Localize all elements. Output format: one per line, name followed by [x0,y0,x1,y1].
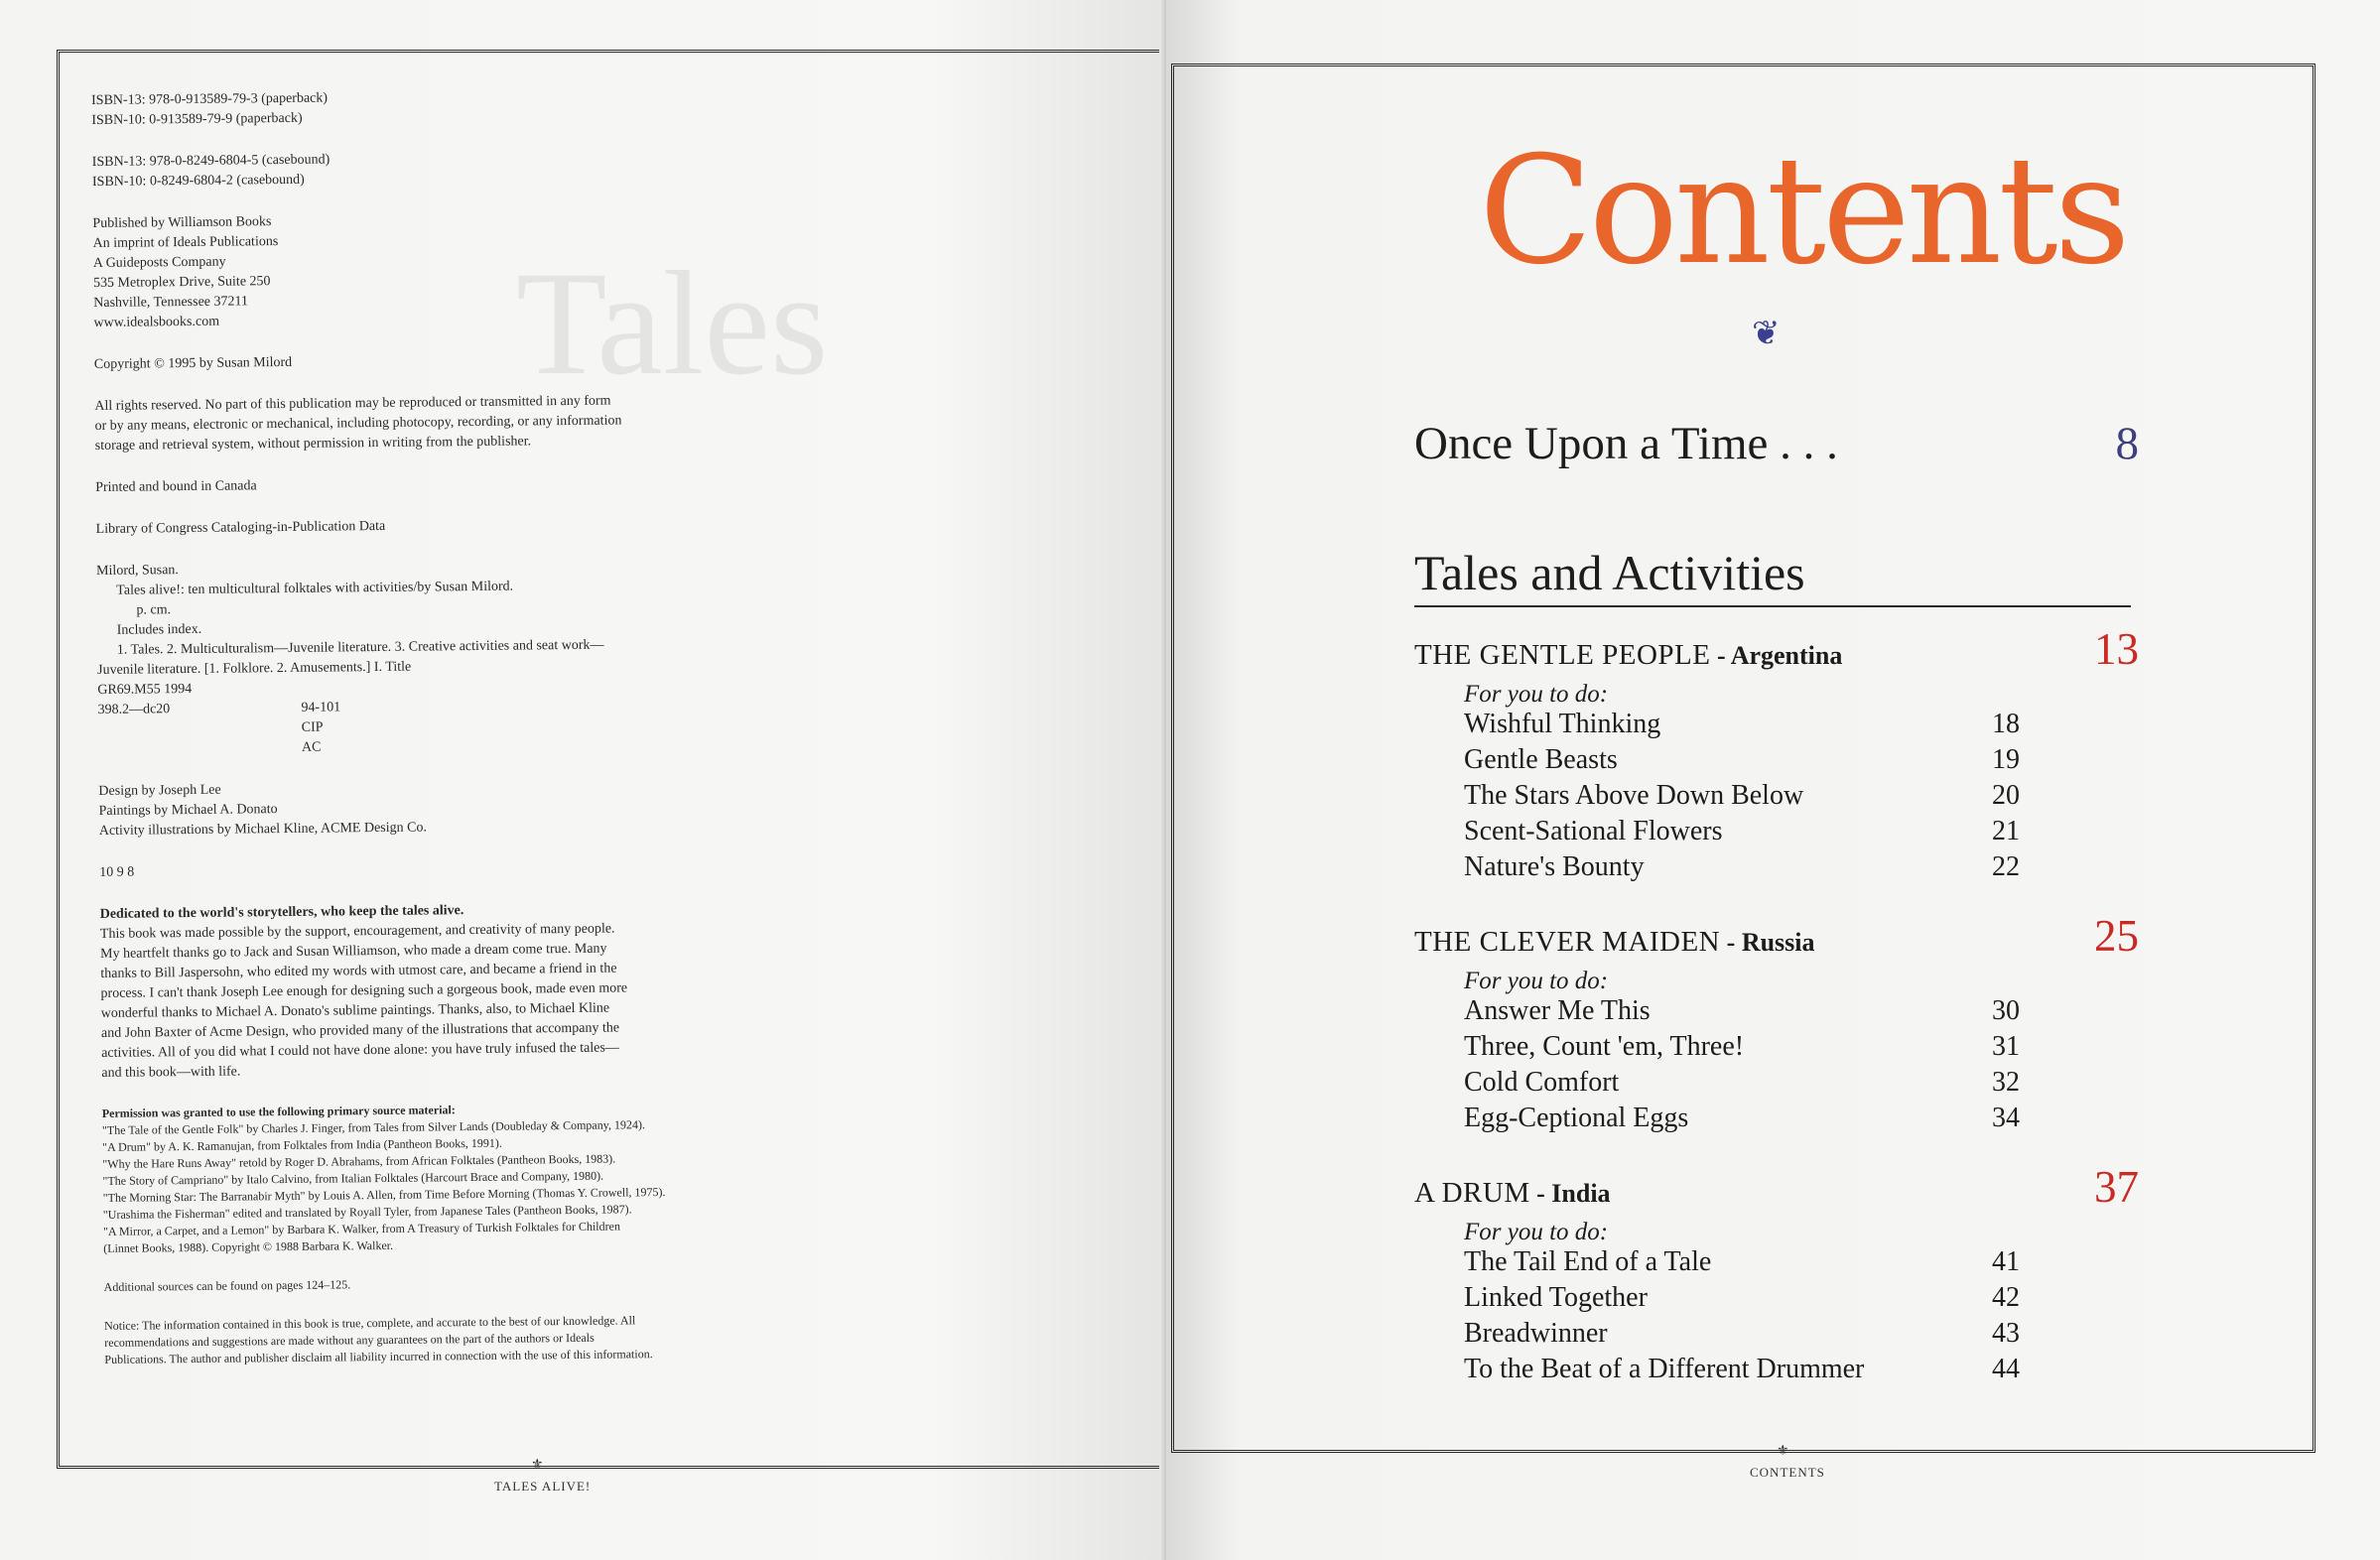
publisher-url: www.idealsbooks.com [93,314,220,330]
show-through-print: Tales [516,241,829,406]
activity-label: Nature's Bounty [1464,851,1645,882]
toc-tale-title: A DRUM - India [1414,1177,1611,1209]
activity-page: 42 [1992,1282,2020,1313]
toc-activity[interactable] [1464,780,2139,816]
isbn-line: ISBN-13: 978-0-913589-79-3 (paperback) [91,90,329,108]
tale-page-number: 37 [2094,1162,2139,1212]
copyright-page [0,0,1166,1560]
activity-label: Linked Together [1464,1282,1648,1313]
printing-numbers: 10 9 8 [99,864,135,880]
activity-label: Three, Count 'em, Three! [1464,1031,1745,1062]
activity-page: 19 [1992,744,2020,775]
credit-line: Paintings by Michael A. Donato [98,802,278,819]
activities-subheading: For you to do: [1464,681,1609,708]
toc-entry-label: Once Upon a Time . . . [1414,418,1838,469]
activity-label: Cold Comfort [1464,1067,1620,1098]
cip-tag: AC [301,739,322,755]
toc-tale-title: THE GENTLE PEOPLE - Argentina [1414,639,1843,671]
cip-call-number: GR69.M55 1994 [97,681,193,698]
activity-label: Answer Me This [1464,995,1651,1026]
activity-page: 44 [1992,1354,2020,1384]
activity-label: Egg-Ceptional Eggs [1464,1103,1689,1133]
toc-tale-heading[interactable] [1414,910,2139,962]
permission-line: "Urashima the Fisherman" edited and translated by Royall Tyler, from Japanese Tales (Pantheon Books, 1987). [102,1202,632,1222]
toc-activity[interactable] [1464,995,2139,1031]
tale-name: THE GENTLE PEOPLE [1414,639,1711,671]
publisher-line: A Guideposts Company [92,254,226,271]
additional-sources [104,1272,729,1296]
cip-subjects: Juvenile literature. [1. Folklore. 2. Amusements.] I. Title [97,659,412,678]
isbn-casebound [92,146,718,193]
permission-line: "The Morning Star: The Barranabir Myth" by Louis A. Allen, from Time Before Morning (Thomas Y. Crowell, 1975). [102,1185,666,1205]
tale-name: A DRUM [1414,1177,1530,1209]
credits [98,775,725,842]
toc-activity[interactable] [1464,1282,2139,1318]
page-title: Contents [1479,125,2127,298]
ack-line: My heartfelt thanks go to Jack and Susan Williamson, who made a dream come true. Many [100,941,607,962]
permission-line: "The Story of Campriano" by Italo Calvino, from Italian Folktales (Harcourt Brace and Company, 1980). [102,1168,604,1188]
fleuron-icon: ⚜ [1777,1443,1789,1459]
cip-tag: CIP [301,719,324,735]
activity-page: 22 [1992,851,2020,882]
toc-activity[interactable] [1464,1246,2139,1282]
printing-line [99,856,725,883]
section-heading: Tales and Activities [1414,544,2131,607]
activity-label: Wishful Thinking [1464,709,1661,739]
activity-label: Scent-Sational Flowers [1464,816,1723,846]
activity-page: 34 [1992,1103,2020,1133]
activities-subheading: For you to do: [1464,968,1609,994]
credit-line: Design by Joseph Lee [98,782,221,799]
notice [104,1311,729,1368]
ack-line: process. I can't thank Joseph Lee enough for designing such a gorgeous book, made even more [100,980,628,1001]
sources-line: Additional sources can be found on pages 124–125. [103,1277,351,1294]
toc-entry-intro[interactable] [1414,417,2139,470]
running-footer: TALES ALIVE! [494,1479,592,1494]
activity-page: 20 [1992,780,2020,811]
toc-activity[interactable] [1464,816,2139,851]
rights-line: storage and retrieval system, without permission in writing from the publisher. [94,434,532,454]
cip-author: Milord, Susan. [95,563,179,579]
flourish-icon: ❦ [1752,314,1781,353]
isbn-line: ISBN-10: 0-913589-79-9 (paperback) [91,110,303,128]
cip-subjects: 1. Tales. 2. Multiculturalism—Juvenile literature. 3. Creative activities and seat work— [116,637,604,658]
toc-activity[interactable] [1464,1067,2139,1103]
publisher-line: Published by Williamson Books [92,214,272,231]
tale-page-number: 13 [2094,624,2139,674]
publisher-line: Nashville, Tennessee 37211 [93,294,249,311]
toc-entry-page: 8 [2115,418,2139,469]
activity-page: 43 [1992,1318,2020,1349]
cip-index: Includes index. [116,621,202,638]
running-footer: CONTENTS [1750,1465,1825,1480]
cip-title: Tales alive!: ten multicultural folktales with activities/by Susan Milord. [116,579,514,598]
permission-line: "The Tale of the Gentle Folk" by Charles J. Finger, from Tales from Silver Lands (Doubleday & Company, 1924). [101,1117,645,1137]
permission-line: "A Drum" by A. K. Ramanujan, from Folktales from India (Pantheon Books, 1991). [102,1135,502,1154]
activity-label: Breadwinner [1464,1318,1608,1349]
copyright-line: Copyright © 1995 by Susan Milord [93,354,293,372]
tale-name: THE CLEVER MAIDEN [1414,926,1721,958]
tale-country: Russia [1741,928,1815,957]
publisher-info [92,207,719,333]
permission-heading: Permission was granted to use the following primary source material: [101,1103,456,1120]
toc-tale-heading[interactable] [1414,1161,2139,1213]
notice-line: recommendations and suggestions are made without any guarantees on the part of the authors or Ideals [104,1330,595,1350]
tale-page-number: 25 [2094,911,2139,961]
cip-data [96,555,724,760]
notice-line: Publications. The author and publisher disclaim all liability incurred in connection with the use of this information. [104,1347,653,1366]
activities-subheading: For you to do: [1464,1219,1609,1245]
notice-line: Notice: The information contained in this book is true, complete, and accurate to the best of our knowledge. All [103,1313,636,1333]
tale-country: Argentina [1730,641,1843,670]
printed-in [95,471,721,498]
activity-page: 32 [1992,1067,2020,1098]
cip-class: 398.2—dc20 [97,702,171,717]
ack-line: wonderful thanks to Michael A. Donato's sublime paintings. Thanks, also, to Michael Kline [100,1000,610,1021]
loc-heading [96,513,722,540]
dedication [100,898,727,1084]
activity-label: Gentle Beasts [1464,744,1618,775]
copyright-notice [94,348,720,375]
printed-line: Printed and bound in Canada [95,478,257,495]
permission-line: (Linnet Books, 1988). Copyright © 1988 Barbara K. Walker. [103,1237,394,1255]
toc-tale-title: THE CLEVER MAIDEN - Russia [1414,926,1815,958]
activity-page: 21 [1992,816,2020,846]
toc-activity[interactable] [1464,709,2139,744]
dedication-heading: Dedicated to the world's storytellers, who keep the tales alive. [99,903,464,922]
activity-label: To the Beat of a Different Drummer [1464,1354,1865,1384]
activity-label: The Tail End of a Tale [1464,1246,1712,1277]
ack-line: and John Baxter of Acme Design, who provided many of the illustrations that accompany the [100,1020,620,1041]
ack-line: activities. All of you did what I could not have done alone: you have truly infused the tales— [101,1040,619,1061]
loc-heading-line: Library of Congress Cataloging-in-Publication Data [95,518,386,537]
cip-pages: p. cm. [136,602,172,618]
tale-country: India [1551,1179,1611,1208]
rights-line: or by any means, electronic or mechanical, including photocopy, recording, or any information [94,413,622,434]
isbn-line: ISBN-10: 0-8249-6804-2 (casebound) [91,172,305,190]
toc-tale [1414,910,2139,1138]
permission-line: "A Mirror, a Carpet, and a Lemon" by Barbara K. Walker, from A Treasury of Turkish Folktales for Children [102,1219,620,1238]
toc-tale-heading[interactable] [1414,623,2139,675]
toc-activity[interactable] [1464,1318,2139,1354]
activity-page: 18 [1992,709,2020,739]
cip-number: 94-101 [301,700,341,715]
toc-tale [1414,1161,2139,1389]
activity-page: 41 [1992,1246,2020,1277]
activity-page: 31 [1992,1031,2020,1062]
ack-line: thanks to Bill Jaspersohn, who edited my words with utmost care, and became a friend in the [100,961,617,981]
toc-activity[interactable] [1464,1354,2139,1389]
toc-activity[interactable] [1464,851,2139,887]
activity-label: The Stars Above Down Below [1464,780,1804,811]
isbn-paperback [91,84,717,131]
isbn-line: ISBN-13: 978-0-8249-6804-5 (casebound) [91,152,331,170]
ack-line: This book was made possible by the support, encouragement, and creativity of many people. [99,921,615,942]
publisher-line: An imprint of Ideals Publications [92,234,279,251]
toc-tale [1414,623,2139,887]
permissions [102,1099,729,1257]
rights-line: All rights reserved. No part of this publication may be reproduced or transmitted in any form [94,393,611,414]
toc-activity[interactable] [1464,744,2139,780]
activity-page: 30 [1992,995,2020,1026]
toc-activity[interactable] [1464,1103,2139,1138]
permission-line: "Why the Hare Runs Away" retold by Roger D. Abrahams, from African Folktales (Pantheon Books, 1983). [102,1151,616,1171]
ack-line: and this book—with life. [101,1064,241,1081]
credit-line: Activity illustrations by Michael Kline, ACME Design Co. [98,820,428,839]
rights-notice [94,390,721,456]
toc-activity[interactable] [1464,1031,2139,1067]
publisher-line: 535 Metroplex Drive, Suite 250 [92,274,271,291]
copyright-text [91,84,730,1390]
fleuron-icon: ⚜ [531,1457,544,1473]
